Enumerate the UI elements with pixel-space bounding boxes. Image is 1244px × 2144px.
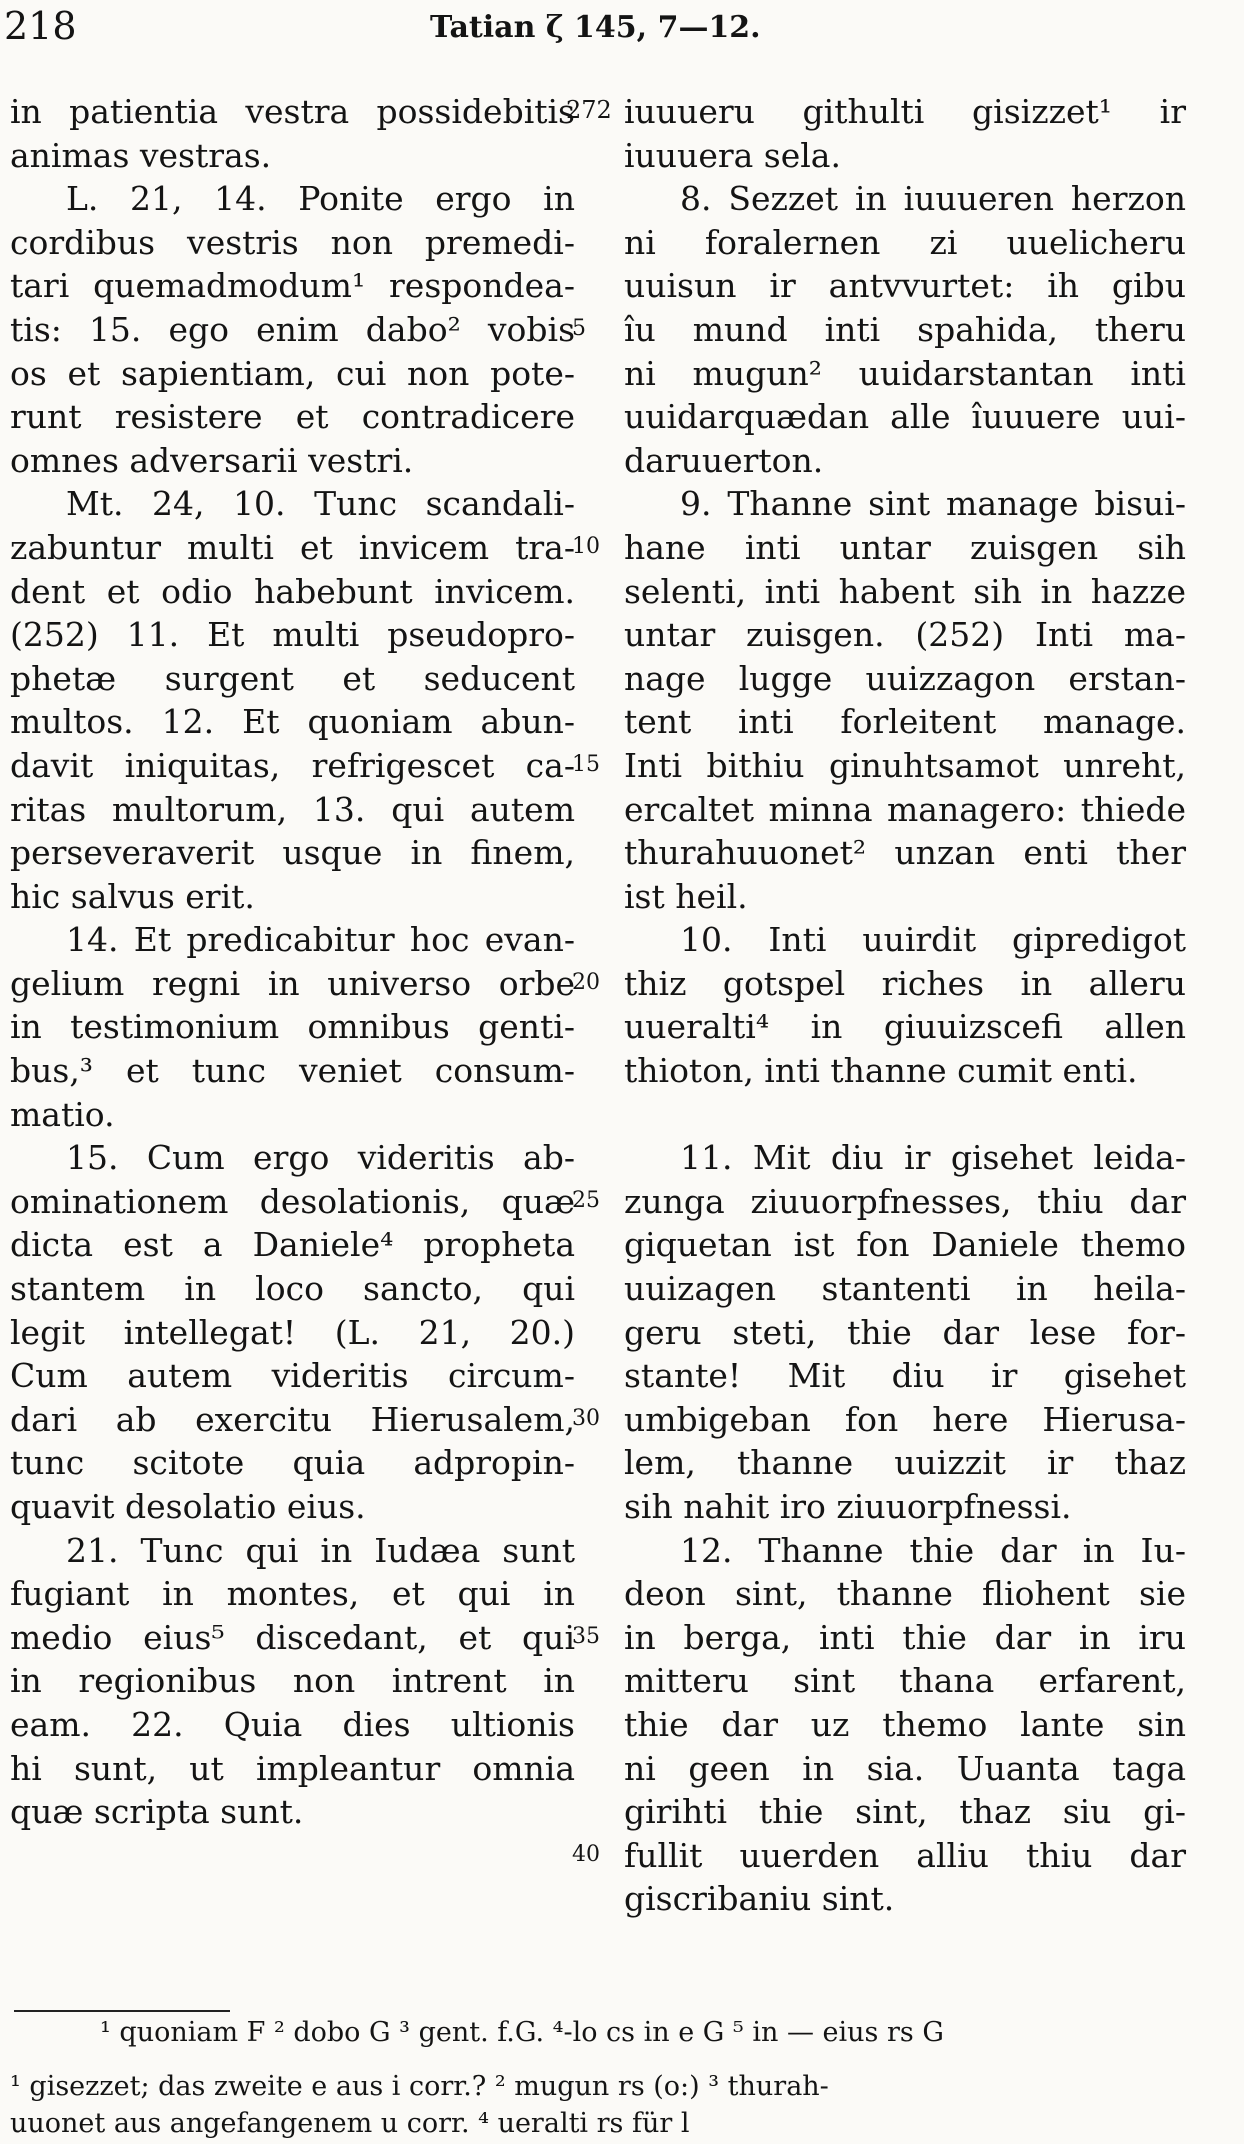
- footnote-latin: ¹ quoniam F ² dobo G ³ gent. f.G. ⁴-lo cs in e G ⁵ in — eius rs G: [100, 2017, 944, 2048]
- text-line: sih nahit iro ziuuorpfnessi.: [624, 1487, 1072, 1526]
- text-line: hic salvus erit.: [10, 876, 255, 916]
- text-line: umbigeban fon here Hierusa-: [624, 1399, 1186, 1439]
- text-line: dent et odio habebunt invicem.: [10, 571, 575, 611]
- text-line: selenti, inti habent sih in hazze: [624, 571, 1186, 611]
- footnote-ohg-line-2: uuonet aus angefangenem u corr. ⁴ ueralti rs für l: [10, 2108, 690, 2139]
- text-line: 21. Tunc qui in Iudæa sunt: [66, 1530, 575, 1570]
- text-line: thie dar uz themo lante sin: [624, 1704, 1186, 1744]
- text-line: uuisun ir antvvurtet: ih gibu: [624, 266, 1186, 306]
- margin-line-number: 272: [566, 96, 612, 124]
- text-line: tis: 15. ego enim dabo² vobis: [10, 309, 575, 349]
- text-line: [624, 1093, 1186, 1137]
- text-line: uueralti⁴ in giuuizscefi allen: [624, 1007, 1186, 1047]
- text-line: quæ scripta sunt.: [10, 1792, 304, 1832]
- margin-line-number: 10: [572, 534, 600, 559]
- footnote-rule: [14, 2010, 230, 2012]
- page-header: [0, 0, 1244, 56]
- text-line: iuuuera sela.: [624, 135, 841, 175]
- text-line: medio eius⁵ discedant, et qui: [10, 1617, 575, 1657]
- text-line: dicta est a Daniele⁴ propheta: [10, 1225, 575, 1265]
- text-line: ercaltet minna managero: thiede: [624, 789, 1186, 829]
- text-line: thiz gotspel riches in alleru: [624, 963, 1186, 1003]
- text-line: in berga, inti thie dar in iru: [624, 1617, 1186, 1657]
- text-line: in testimonium omnibus genti-: [10, 1007, 575, 1047]
- text-line: in regionibus non intrent in: [10, 1661, 575, 1701]
- text-line: fugiant in montes, et qui in: [10, 1574, 575, 1614]
- text-line: geru steti, thie dar lese for-: [624, 1312, 1186, 1352]
- text-line: perseveraverit usque in finem,: [10, 833, 575, 873]
- text-line: thioton, inti thanne cumit enti.: [624, 1051, 1138, 1091]
- margin-line-number: 15: [572, 752, 600, 777]
- text-line: ist heil.: [624, 876, 748, 916]
- text-line: ni geen in sia. Uuanta taga: [624, 1748, 1186, 1788]
- margin-line-number: 20: [572, 970, 600, 995]
- margin-line-number: 5: [572, 316, 586, 341]
- text-line: bus,³ et tunc veniet consum-: [10, 1051, 575, 1091]
- text-line: ni foralernen zi uuelicheru: [624, 222, 1186, 262]
- text-line: uuidarquædan alle îuuuere uui-: [624, 397, 1186, 437]
- text-line: 9. Thanne sint manage bisui-: [680, 484, 1186, 524]
- text-line: thurahuuonet² unzan enti ther: [624, 833, 1186, 873]
- text-line: mitteru sint thana erfarent,: [624, 1661, 1186, 1701]
- text-line: omnes adversarii vestri.: [10, 440, 414, 480]
- text-line: stante! Mit diu ir gisehet: [624, 1356, 1186, 1396]
- text-line: multos. 12. Et quoniam abun-: [10, 702, 575, 742]
- text-line: stantem in loco sancto, qui: [10, 1269, 575, 1309]
- text-line: gelium regni in universo orbe: [10, 963, 575, 1003]
- text-line: legit intellegat! (L. 21, 20.): [10, 1312, 575, 1352]
- text-line: giscribaniu sint.: [624, 1879, 895, 1919]
- margin-line-number: 40: [572, 1842, 600, 1867]
- text-line: Cum autem videritis circum-: [10, 1356, 575, 1396]
- text-line: untar zuisgen. (252) Inti ma-: [624, 615, 1186, 655]
- text-line: Inti bithiu ginuhtsamot unreht,: [624, 745, 1186, 785]
- text-line: 12. Thanne thie dar in Iu-: [680, 1530, 1186, 1570]
- old-high-german-column: [624, 90, 1186, 1921]
- text-line: os et sapientiam, cui non pote-: [10, 353, 575, 393]
- margin-line-number: 30: [572, 1406, 600, 1431]
- text-line: L. 21, 14. Ponite ergo in: [66, 179, 575, 219]
- margin-line-number: 35: [572, 1624, 600, 1649]
- text-line: 15. Cum ergo videritis ab-: [66, 1138, 575, 1178]
- text-line: 10. Inti uuirdit gipredigot: [680, 920, 1186, 960]
- text-line: phetæ surgent et seducent: [10, 658, 575, 698]
- latin-column: [10, 90, 575, 1834]
- text-line: tunc scitote quia adpropin-: [10, 1443, 575, 1483]
- text-line: hane inti untar zuisgen sih: [624, 527, 1186, 567]
- text-line: (252) 11. Et multi pseudopro-: [10, 615, 575, 655]
- text-line: tari quemadmodum¹ respondea-: [10, 266, 575, 306]
- text-line: 14. Et predicabitur hoc evan-: [66, 920, 575, 960]
- text-line: giquetan ist fon Daniele themo: [624, 1225, 1186, 1265]
- text-line: 11. Mit diu ir gisehet leida-: [680, 1138, 1186, 1178]
- text-line: in patientia vestra possidebitis: [10, 92, 575, 131]
- running-head: Tatian ζ 145, 7—12.: [430, 10, 761, 45]
- text-line: 8. Sezzet in iuuueren herzon: [680, 179, 1186, 219]
- text-line: zabuntur multi et invicem tra-: [10, 527, 575, 567]
- text-line: eam. 22. Quia dies ultionis: [10, 1704, 575, 1744]
- text-line: girihti thie sint, thaz siu gi-: [624, 1792, 1186, 1832]
- text-line: hi sunt, ut impleantur omnia: [10, 1748, 575, 1788]
- text-line: cordibus vestris non premedi-: [10, 222, 575, 262]
- text-line: deon sint, thanne fliohent sie: [624, 1574, 1186, 1614]
- text-line: ominationem desolationis, quæ: [10, 1181, 575, 1221]
- text-line: tent inti forleitent manage.: [624, 702, 1186, 742]
- text-line: iuuueru githulti gisizzet¹ ir: [624, 92, 1186, 131]
- page-number: 218: [4, 4, 77, 48]
- footnote-ohg-line-1: ¹ gisezzet; das zweite e aus i corr.? ² mugun rs (o:) ³ thurah-: [10, 2071, 829, 2102]
- text-line: daruuerton.: [624, 440, 824, 480]
- text-line: Mt. 24, 10. Tunc scandali-: [66, 484, 575, 524]
- text-line: davit iniquitas, refrigescet ca-: [10, 745, 575, 785]
- text-line: dari ab exercitu Hierusalem,: [10, 1399, 575, 1439]
- text-line: lem, thanne uuizzit ir thaz: [624, 1443, 1186, 1483]
- text-line: zunga ziuuorpfnesses, thiu dar: [624, 1181, 1186, 1221]
- text-line: ritas multorum, 13. qui autem: [10, 789, 575, 829]
- text-line: runt resistere et contradicere: [10, 397, 575, 437]
- text-line: animas vestras.: [10, 135, 272, 175]
- text-line: quavit desolatio eius.: [10, 1487, 366, 1526]
- margin-line-number: 25: [572, 1188, 600, 1213]
- text-line: matio.: [10, 1094, 115, 1134]
- text-line: ni mugun² uuidarstantan inti: [624, 353, 1186, 393]
- text-line: uuizagen stantenti in heila-: [624, 1269, 1186, 1309]
- text-line: îu mund inti spahida, theru: [624, 309, 1186, 349]
- text-line: fullit uuerden alliu thiu dar: [624, 1835, 1186, 1875]
- text-line: nage lugge uuizzagon erstan-: [624, 658, 1186, 698]
